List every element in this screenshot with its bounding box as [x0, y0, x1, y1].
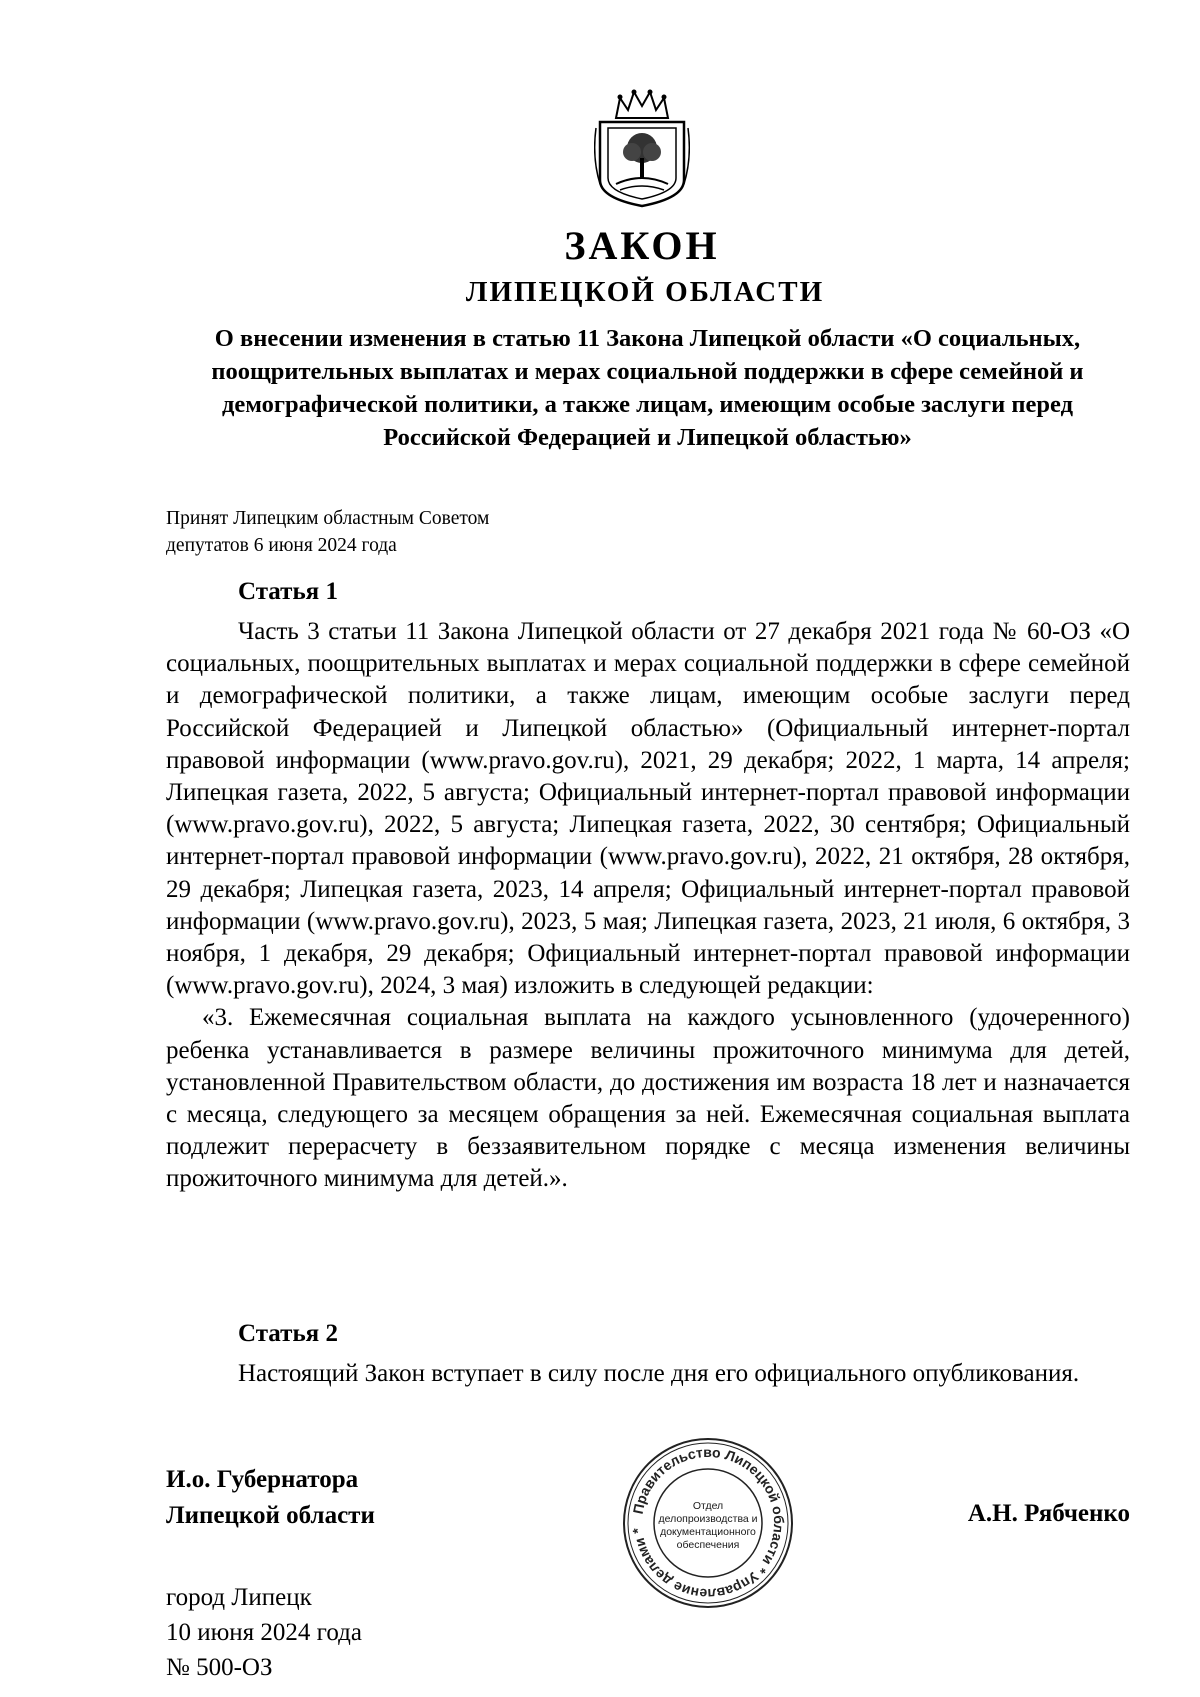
stamp-inner-line: документационного	[660, 1526, 756, 1538]
stamp-inner-line: Отдел	[692, 1500, 724, 1512]
article-paragraph: Часть 3 статьи 11 Закона Липецкой области от 27 декабря 2021 года № 60-ОЗ «О социальных, поощрительных выплатах и мерах социальной поддержки в сфере семейной и демографической политики, а также лицам, имеющим особые заслуги перед Российской Федерацией и Липецкой областью» (Официальный интернет-портал правовой информации (www.pravo.gov.ru), 2021, 29 декабря; 2022, 1 марта, 14 апреля; Липецкая газета, 2022, 5 августа; Официальный интернет-портал правовой информации (www.pravo.gov.ru), 2022, 5 августа; Липецкая газета, 2022, 30 сентября; Официальный интернет-портал правовой информации (www.pravo.gov.ru), 2022, 21 октября, 28 октября, 29 декабря; Липецкая газета, 2023, 14 апреля; Официальный интернет-портал правовой информации (www.pravo.gov.ru), 2023, 5 мая; Липецкая газета, 2023, 21 июля, 6 октября, 3 ноября, 1 декабря, 29 декабря; Официальный интернет-портал правовой информации (www.pravo.gov.ru), 2024, 3 мая) изложить в следующей редакции:	[166, 618, 1130, 1000]
article-paragraph: Настоящий Закон вступает в силу после дня его официального опубликования.	[238, 1360, 1080, 1387]
stamp-outer-text: Правительство Липецкой области * Управление делами *	[629, 1443, 788, 1603]
adoption-note-line: Принят Липецким областным Советом	[166, 508, 490, 529]
footer-city: город Липецк	[166, 1584, 312, 1611]
document-type-title: ЗАКОН	[564, 223, 720, 268]
signer-position-line: Липецкой области	[166, 1502, 375, 1529]
footer-law-number: № 500-ОЗ	[166, 1654, 273, 1681]
signer-position	[166, 1462, 566, 1534]
adoption-note-line: депутатов 6 июня 2024 года	[166, 535, 397, 556]
article-1-body	[166, 616, 1130, 1196]
adoption-note	[166, 505, 686, 559]
stamp-inner-line: делопроизводства и	[658, 1513, 758, 1525]
stamp-inner-text	[650, 1500, 766, 1552]
signer-position-line: И.о. Губернатора	[166, 1466, 359, 1493]
article-paragraph: «3. Ежемесячная социальная выплата на каждого усыновленного (удочеренного) ребенка устанавливается в размере величины прожиточного минимума для детей, установленной Правительством области, до достижения им возраста 18 лет и назначается с месяца, следующего за месяцем обращения за ней. Ежемесячная социальная выплата подлежит перерасчету в беззаявительном порядке с месяца изменения величины прожиточного минимума для детей.».	[166, 1004, 1130, 1193]
signer-name: А.Н. Рябченко	[967, 1500, 1130, 1527]
document-footer	[166, 1580, 566, 1685]
article-1-title: Статья 1	[238, 578, 338, 605]
stamp-inner-line: обеспечения	[676, 1539, 740, 1551]
lipetsk-oblast-coat-of-arms-icon	[594, 88, 690, 210]
article-2-body	[166, 1358, 1130, 1390]
footer-date: 10 июня 2024 года	[166, 1619, 362, 1646]
law-heading: О внесении изменения в статью 11 Закона Липецкой области «О социальных, поощрительных выплатах и мерах социальной поддержки в сфере семейной и демографической политики, а также лицам, имеющим особые заслуги перед Российской Федерацией и Липецкой областью»	[211, 325, 1084, 451]
region-subtitle: ЛИПЕЦКОЙ ОБЛАСТИ	[465, 276, 825, 308]
article-2-title: Статья 2	[238, 1320, 338, 1347]
